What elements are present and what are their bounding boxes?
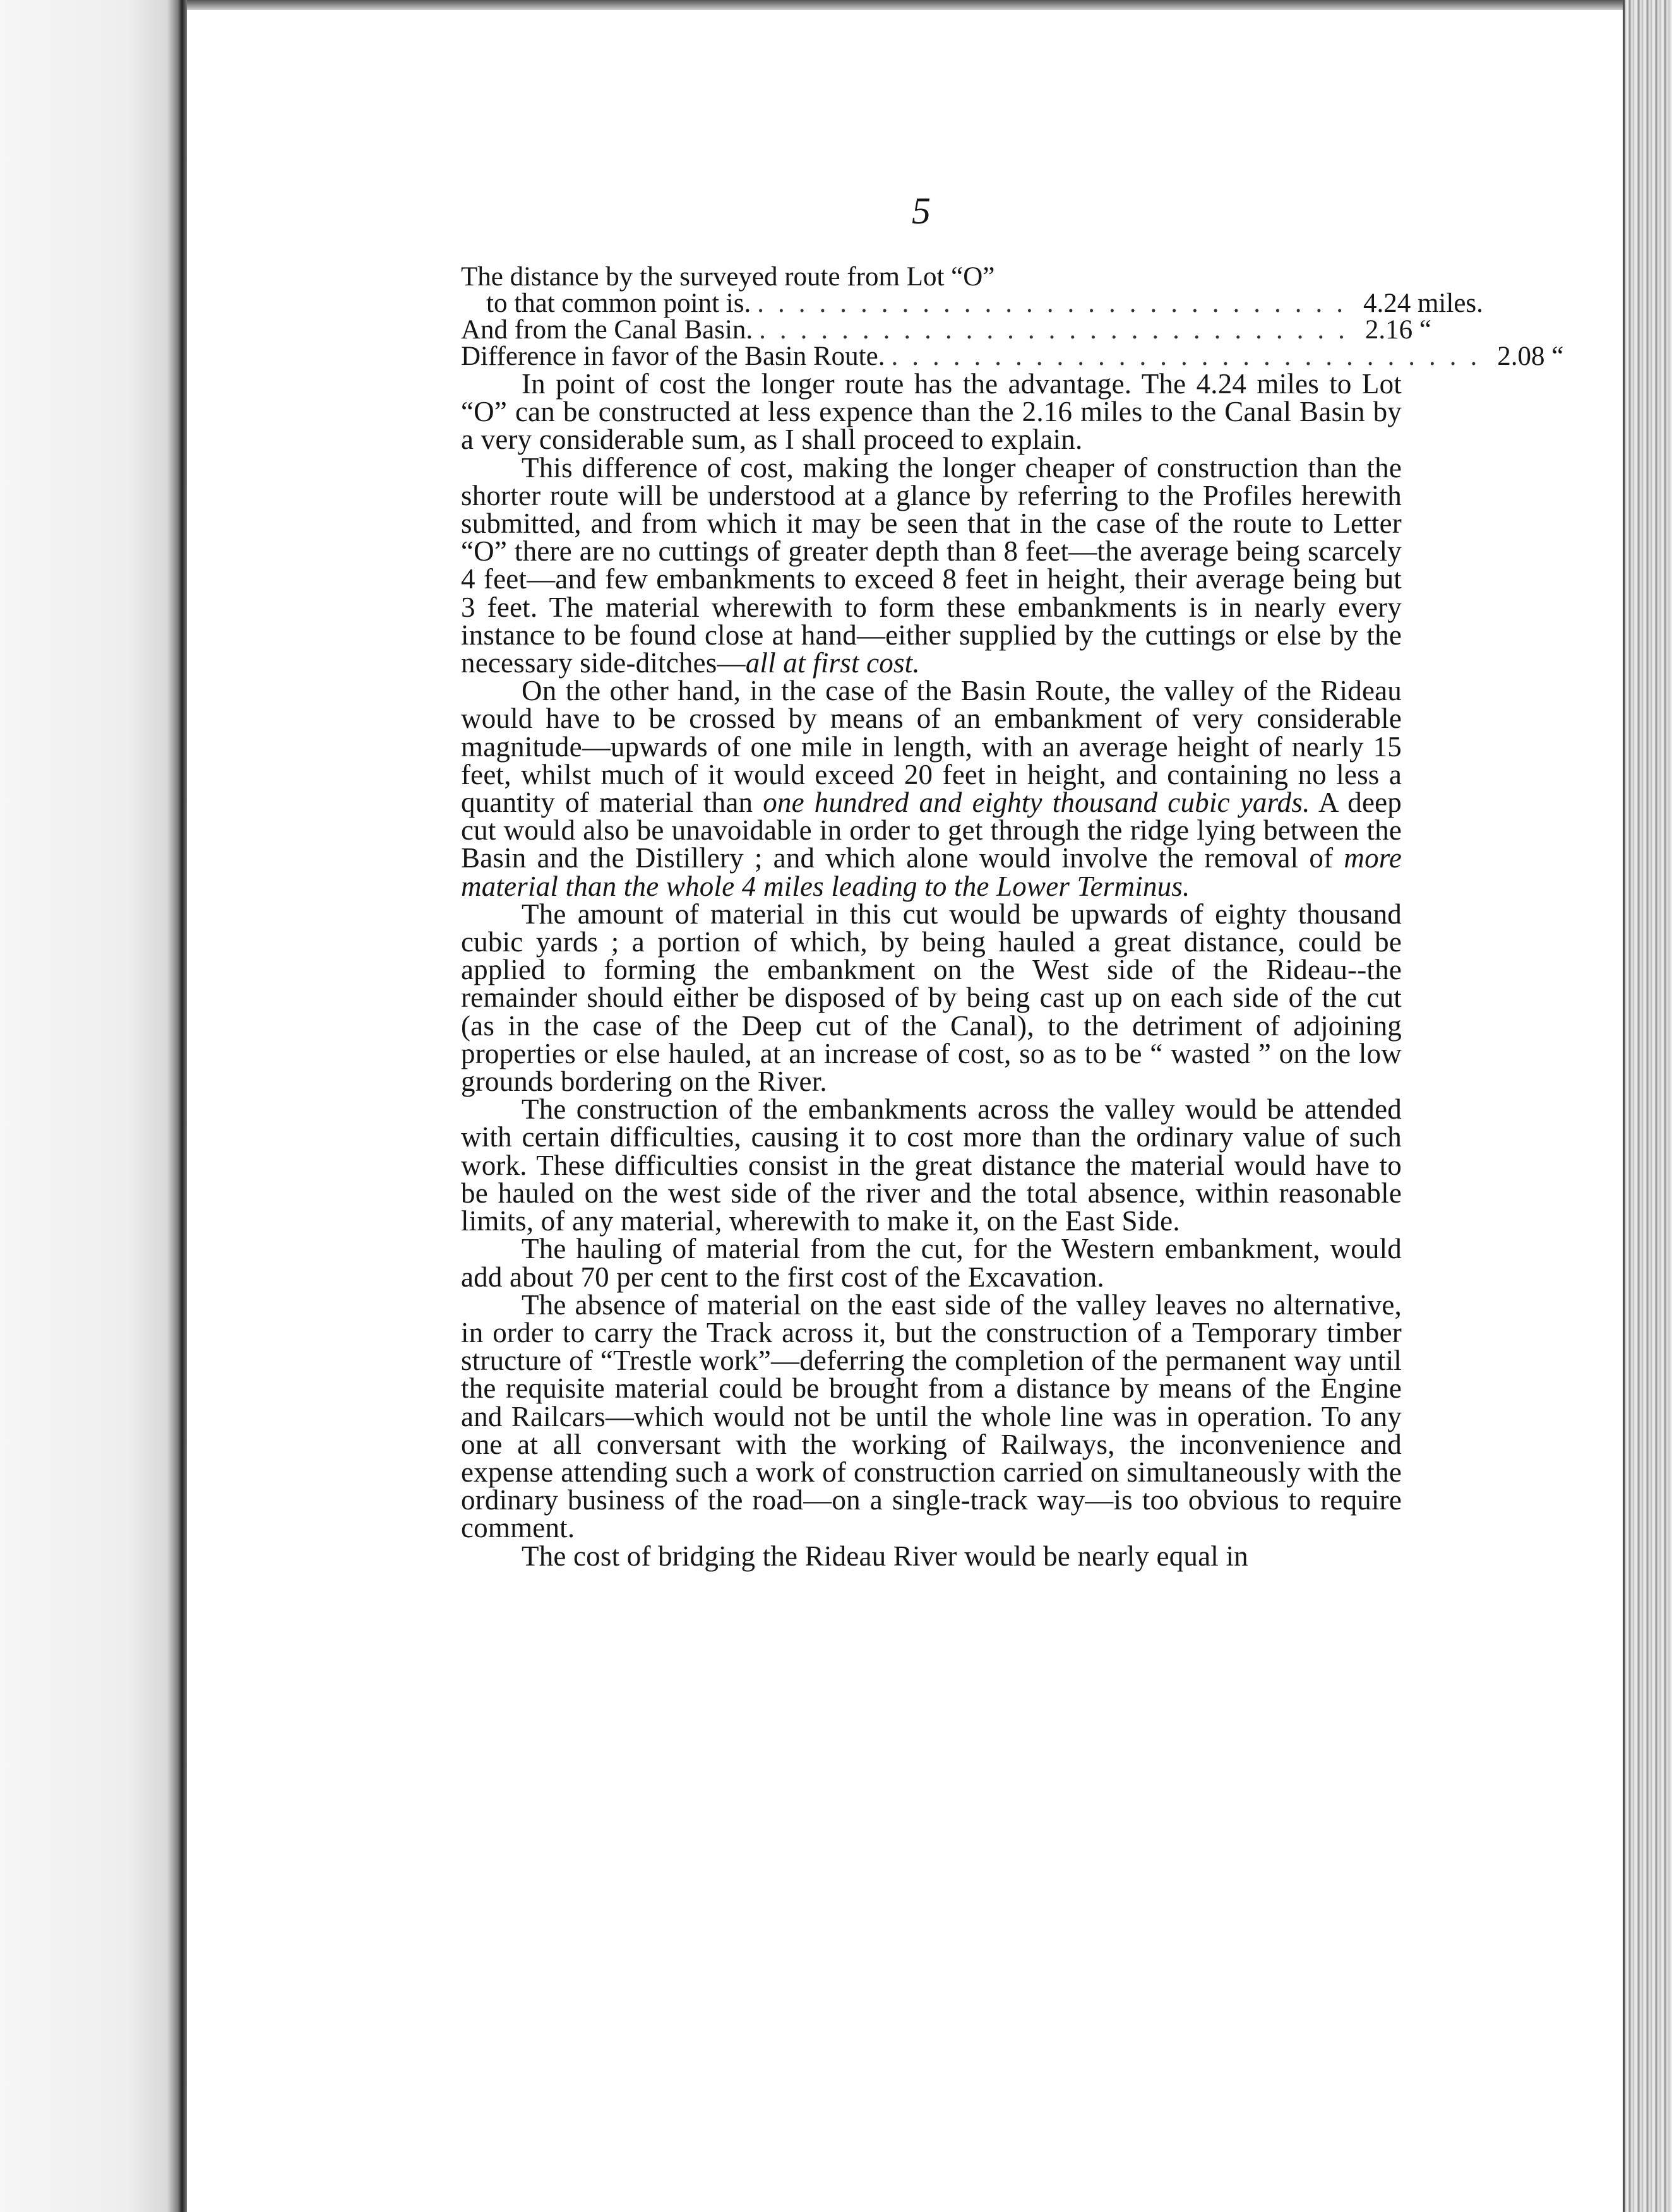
emphasis-text: one hundred and eighty thousand cubic yards.: [763, 787, 1310, 819]
distance-row: [461, 315, 1432, 345]
leader-dots: .............................: [891, 342, 1491, 371]
document-body: [461, 262, 1564, 1572]
paragraph: The cost of bridging the Rideau River would be nearly equal in: [522, 1540, 1248, 1572]
paragraph: [461, 677, 1402, 900]
distance-row: [461, 288, 1483, 318]
paragraph-text: A deep cut would also be unavoidable in order to get through the ridge lying between the Basin and the Distillery ; and which alone would involve the removal of: [461, 787, 1402, 874]
leader-dots: .............................: [759, 315, 1359, 345]
distance-row: [461, 342, 1564, 371]
book-gutter: [0, 0, 182, 2212]
distance-value: 2.08 “: [1497, 342, 1564, 371]
page-number: 5: [912, 190, 931, 232]
emphasis-text: all at first cost.: [745, 647, 920, 679]
page-edge-top: [187, 0, 1623, 10]
paragraph: In point of cost the longer route has the advantage. The 4.24 miles to Lot “O” can be constructed at less expence than the 2.16 miles to the Canal Basin by a very considerable sum, as I shall proceed to explain.: [461, 368, 1402, 456]
stacked-pages: [1625, 0, 1672, 2212]
paragraph: The absence of material on the east side of the valley leaves no alternative, in order to carry the Track across it, but the construction of a Temporary timber structure of “Trestle work”—deferring the completion of the permanent way until the requisite material could be brought from a distance by means of the Engine and Railcars—which would not be until the whole line was in operation. To any one at all conversant with the working of Railways, the inconvenience and expense attending such a work of construction carried on simultaneously with the ordinary business of the road—on a single-track way—is too obvious to require comment.: [461, 1288, 1402, 1544]
paragraph-text: This difference of cost, making the longer cheaper of construction than the shorter route will be understood at a glance by referring to the Profiles herewith submitted, and from which it may be seen that in the case of the route to Letter “O” there are no cuttings of greater depth than 8 feet—the average being scarcely 4 feet—and few embankments to exceed 8 feet in height, their average being but 3 feet. The material wherewith to form these embankments is in nearly every instance to be found close at hand—either supplied by the cuttings or else by the necessary side-ditches—: [461, 451, 1402, 679]
paragraph: The hauling of material from the cut, for the Western embankment, would add about 70 per cent to the first cost of the Excavation.: [461, 1233, 1402, 1293]
page-edge-left: [178, 0, 187, 2212]
paragraph-text: On the other hand, in the case of the Basin Route, the valley of the Rideau would have to be crossed by means of an embankment of very considerable magnitude—upwards of one mile in length, with an average height of nearly 15 feet, whilst much of it would exceed 20 feet in height, and containing no less a quantity of material than: [461, 675, 1402, 819]
distance-label: The distance by the surveyed route from Lot “O”: [461, 262, 995, 292]
emphasis-text: more material than the whole 4 miles leading to the Lower Terminus.: [461, 842, 1402, 902]
distance-row: [461, 264, 1402, 290]
distance-label: to that common point is.: [486, 288, 751, 318]
distance-label: And from the Canal Basin.: [461, 315, 753, 345]
paragraph: The amount of material in this cut would be upwards of eighty thousand cubic yards ; a portion of which, by being hauled a great distance, could be applied to forming the embankment on the West side of the Rideau--the remainder should either be disposed of by being cast up on each side of the cut (as in the case of the Deep cut of the Canal), to the detriment of adjoining properties or else hauled, at an increase of cost, so as to be “ wasted ” on the low grounds bordering on the River.: [461, 898, 1402, 1098]
paragraph: [461, 451, 1402, 679]
distance-value: 2.16 “: [1364, 315, 1432, 345]
distance-label: Difference in favor of the Basin Route.: [461, 342, 885, 371]
paragraph: The construction of the embankments across the valley would be attended with certain difficulties, causing it to cost more than the ordinary value of such work. These difficulties consist in the great distance the material would have to be hauled on the west side of the river and the total absence, within reasonable limits, of any material, wherewith to make it, on the East Side.: [461, 1093, 1402, 1237]
leader-dots: .............................: [757, 288, 1357, 318]
distance-value: 4.24 miles.: [1363, 288, 1483, 318]
